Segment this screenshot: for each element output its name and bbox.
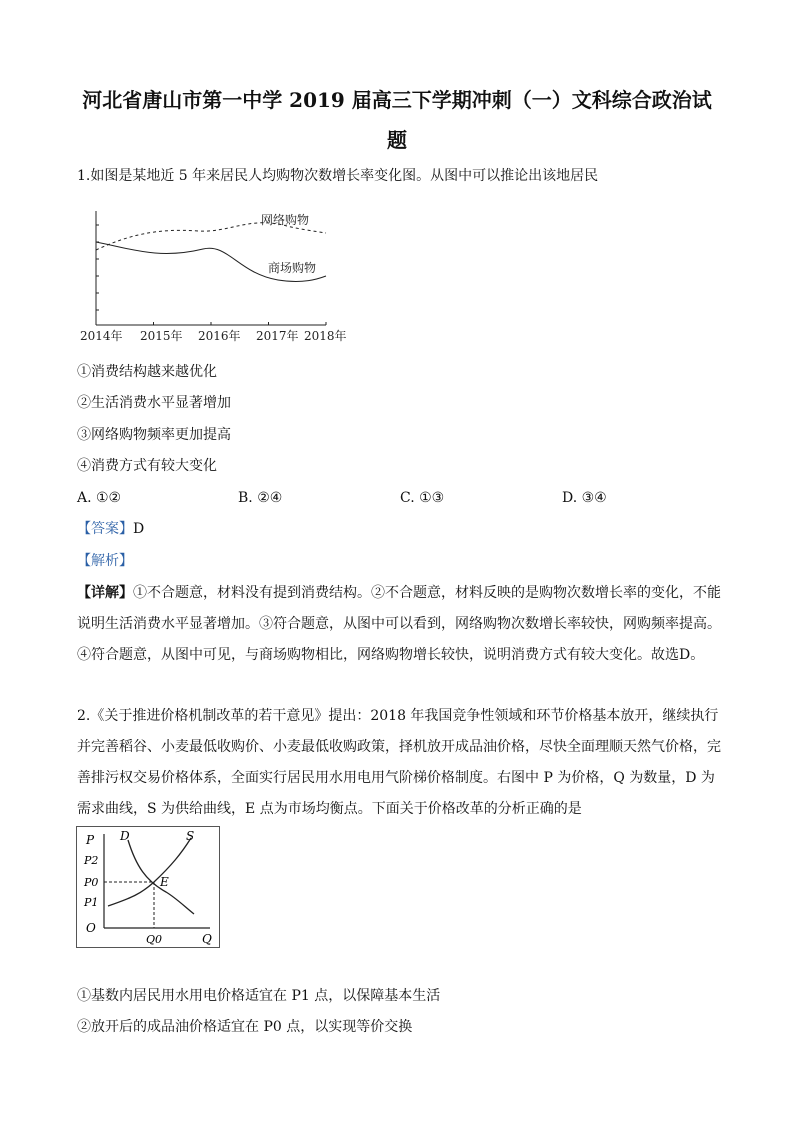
q1-xtick-2017: 2017年 bbox=[256, 329, 299, 343]
q1-option-b: B. ②④ bbox=[238, 490, 283, 506]
q1-legend-mall: 商场购物 bbox=[268, 261, 317, 275]
q2-label-e: E bbox=[160, 875, 169, 889]
q1-stem: 1.如图是某地近 5 年来居民人均购物次数增长率变化图。从图中可以推论出该地居民 bbox=[77, 168, 599, 184]
detail-label: 【详解】 bbox=[77, 585, 133, 601]
q1-xtick-2014: 2014年 bbox=[80, 329, 123, 343]
q2-supply-curve bbox=[108, 838, 191, 906]
detail-text: ①不合题意，材料没有提到消费结构。②不合题意，材料反映的是购物次数增长率的变化，不能说明生活消费水平显著增加。③符合题意，从图中可以看到，网络购物次数增长率较快，网购频率提高。④符合题意，从图中可见，与商场购物相比，网络购物增长较快，说明消费方式有较大变化。故选D。 bbox=[77, 585, 721, 663]
q2-label-o: O bbox=[86, 921, 96, 935]
answer-label: 【答案】 bbox=[77, 521, 133, 537]
q2-graph bbox=[76, 826, 220, 948]
paper-title-line2: 题 bbox=[387, 128, 407, 152]
q2-item-2: ②放开后的成品油价格适宜在 P0 点，以实现等价交换 bbox=[77, 1019, 413, 1035]
q1-item-2: ②生活消费水平显著增加 bbox=[77, 395, 231, 411]
q2-stem: 2.《关于推进价格机制改革的若干意见》提出：2018 年我国竞争性领域和环节价格基本放开，继续执行并完善稻谷、小麦最低收购价、小麦最低收购政策，择机放开成品油价格，尽快全面理顺天然气价格，完善排污权交易价格体系，全面实行居民用水用电用气阶梯价格制度。右图中 P 为价格，Q 为数量，D 为需求曲线，S 为供给曲线，E 点为市场均衡点。下面关于价格改革的分析正确的是 bbox=[77, 708, 721, 817]
q2-label-p0: P0 bbox=[84, 876, 99, 889]
q2-label-p: P bbox=[86, 833, 95, 847]
q1-item-4: ④消费方式有较大变化 bbox=[77, 458, 217, 474]
q1-xtick-2018: 2018年 bbox=[304, 329, 347, 343]
q1-option-a: A. ①② bbox=[77, 490, 122, 506]
q1-detail bbox=[77, 578, 725, 671]
analysis-label: 【解析】 bbox=[77, 553, 133, 569]
q1-xtick-2016: 2016年 bbox=[198, 329, 241, 343]
q2-item-1: ①基数内居民用水用电价格适宜在 P1 点，以保障基本生活 bbox=[77, 988, 441, 1004]
q1-option-d: D. ③④ bbox=[562, 490, 607, 506]
q2-label-p1: P1 bbox=[84, 896, 99, 909]
q1-xtick-2015: 2015年 bbox=[140, 329, 183, 343]
paper-title-line1: 河北省唐山市第一中学 2019 届高三下学期冲刺（一）文科综合政治试 bbox=[82, 88, 712, 112]
q2-label-s: S bbox=[186, 829, 195, 843]
q1-legend-online: 网络购物 bbox=[261, 213, 310, 227]
q2-label-d: D bbox=[120, 829, 130, 843]
q2-label-q: Q bbox=[202, 932, 212, 946]
q1-chart-ticks bbox=[96, 225, 326, 325]
q1-item-1: ①消费结构越来越优化 bbox=[77, 364, 217, 380]
q1-option-c: C. ①③ bbox=[400, 490, 445, 506]
q1-answer bbox=[77, 519, 144, 539]
q1-chart bbox=[78, 205, 353, 345]
q1-item-3: ③网络购物频率更加提高 bbox=[77, 427, 231, 443]
q2-label-p2: P2 bbox=[84, 854, 99, 867]
q1-analysis-label bbox=[77, 551, 133, 571]
answer-value: D bbox=[133, 521, 145, 537]
q2-label-q0: Q0 bbox=[146, 933, 163, 946]
